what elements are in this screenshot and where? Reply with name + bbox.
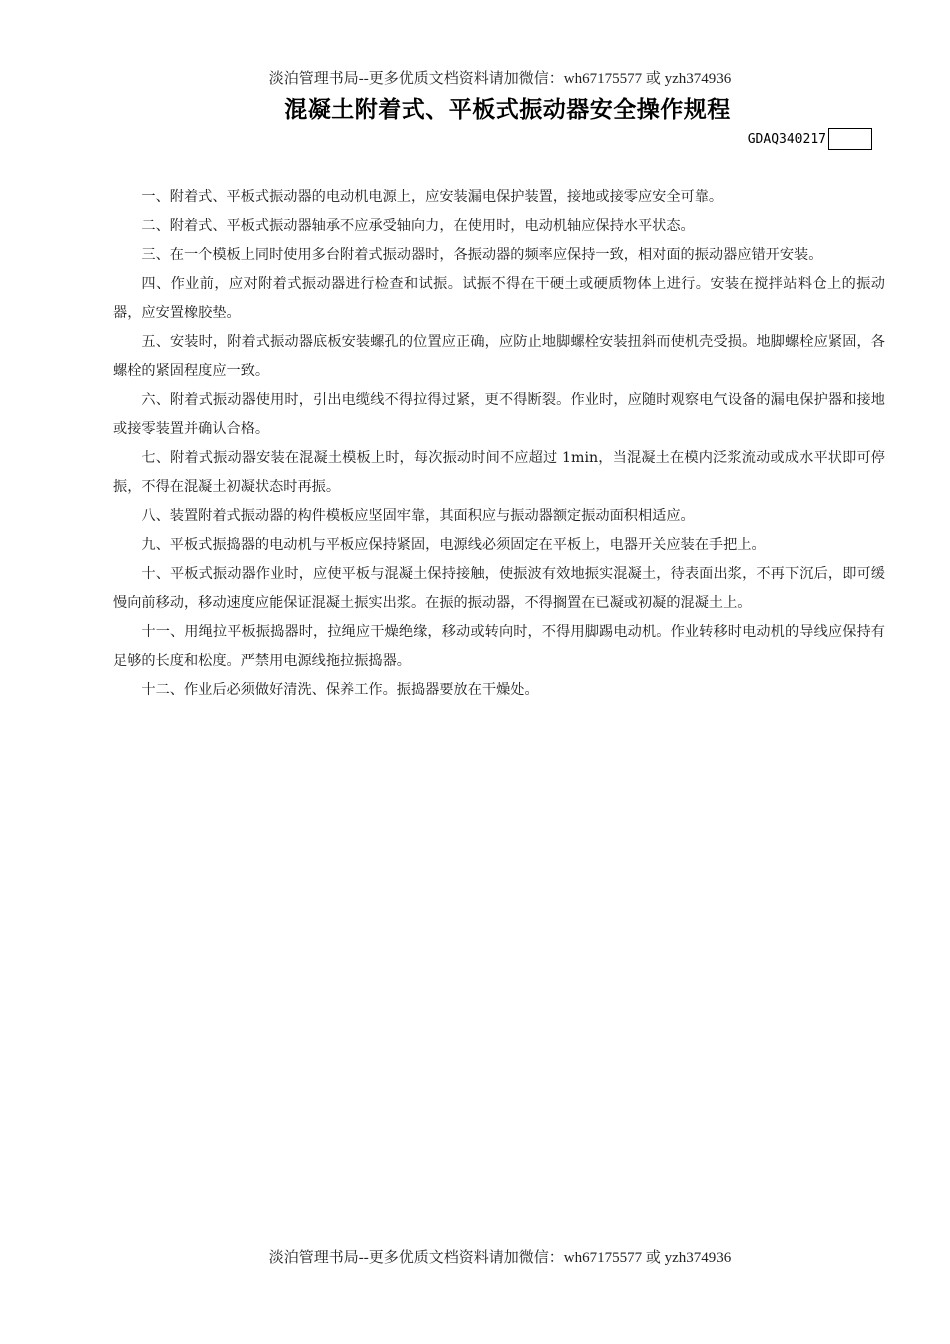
regulation-item-7: 七、附着式振动器安装在混凝土模板上时，每次振动时间不应超过 1min，当混凝土在模内泛浆流动或成水平状即可停振，不得在混凝土初凝状态时再振。 xyxy=(113,450,885,495)
document-code: GDAQ340217 xyxy=(747,131,826,147)
header-watermark-note: 淡泊管理书局--更多优质文档资料请加微信：wh67175577 或 yzh374936 xyxy=(268,71,732,87)
regulation-item-1: 一、附着式、平板式振动器的电动机电源上，应安装漏电保护装置，接地或接零应安全可靠。 xyxy=(141,189,724,205)
regulation-item-11: 十一、用绳拉平板振捣器时，拉绳应干燥绝缘，移动或转向时，不得用脚踢电动机。作业转移时电动机的导线应保持有足够的长度和松度。严禁用电源线拖拉振捣器。 xyxy=(113,624,885,669)
document-title: 混凝土附着式、平板式振动器安全操作规程 xyxy=(284,97,731,123)
regulation-item-5: 五、安装时，附着式振动器底板安装螺孔的位置应正确，应防止地脚螺栓安装扭斜而使机壳受损。地脚螺栓应紧固，各螺栓的紧固程度应一致。 xyxy=(113,334,885,379)
regulation-item-10: 十、平板式振动器作业时，应使平板与混凝土保持接触，使振波有效地振实混凝土，待表面出浆，不再下沉后，即可缓慢向前移动，移动速度应能保证混凝土振实出浆。在振的振动器，不得搁置在已凝或初凝的混凝土上。 xyxy=(113,566,885,611)
footer-watermark-note: 淡泊管理书局--更多优质文档资料请加微信：wh67175577 或 yzh374936 xyxy=(268,1250,732,1266)
document-code-area xyxy=(748,128,872,150)
regulation-item-4: 四、作业前，应对附着式振动器进行检查和试振。试振不得在干硬土或硬质物体上进行。安装在搅拌站料仓上的振动器，应安置橡胶垫。 xyxy=(113,276,885,321)
regulation-item-8: 八、装置附着式振动器的构件模板应坚固牢靠，其面积应与振动器额定振动面积相适应。 xyxy=(141,508,695,524)
regulation-body xyxy=(113,183,885,705)
regulation-item-12: 十二、作业后必须做好清洗、保养工作。振捣器要放在干燥处。 xyxy=(141,682,539,698)
regulation-item-6: 六、附着式振动器使用时，引出电缆线不得拉得过紧，更不得断裂。作业时，应随时观察电气设备的漏电保护器和接地或接零装置并确认合格。 xyxy=(113,392,885,437)
regulation-item-9: 九、平板式振捣器的电动机与平板应保持紧固，电源线必须固定在平板上，电器开关应装在手把上。 xyxy=(141,537,766,553)
document-code-box xyxy=(828,128,872,150)
regulation-item-2: 二、附着式、平板式振动器轴承不应承受轴向力，在使用时，电动机轴应保持水平状态。 xyxy=(141,218,695,234)
regulation-item-3: 三、在一个模板上同时使用多台附着式振动器时，各振动器的频率应保持一致，相对面的振动器应错开安装。 xyxy=(141,247,823,263)
